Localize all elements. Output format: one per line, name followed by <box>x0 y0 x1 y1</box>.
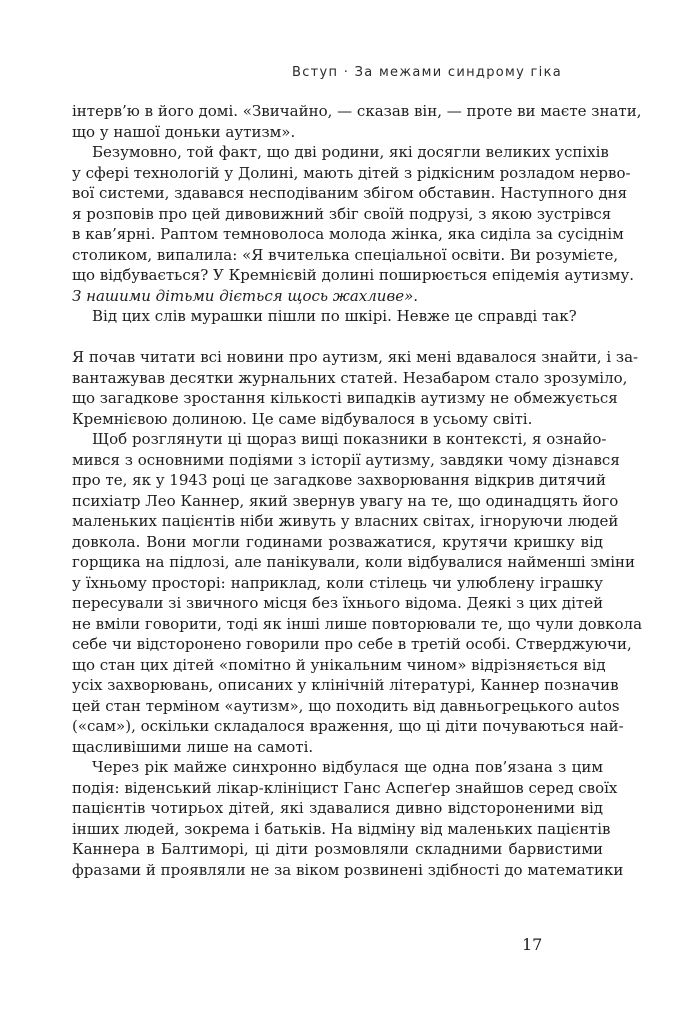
text-line: вантажував десятки журнальних статей. Незабаром стало зрозуміло, <box>72 368 628 387</box>
running-header: Вступ · За межами синдрому гіка <box>291 65 562 80</box>
text-line: подія: віденський лікар-клініцист Ганс Аспеґер знайшов серед своїх <box>72 778 618 797</box>
text-line: психіатр Лео Каннер, який звернув увагу на те, що одинадцять його <box>72 491 619 510</box>
text-line: в кав’ярні. Раптом темноволоса молода жінка, яка сиділа за сусіднім <box>72 225 624 243</box>
text-line: («сам»), оскільки складалося враження, що ці діти почуваються най- <box>72 717 624 735</box>
text-line: що загадкове зростання кількості випадків аутизму не обмежується <box>72 389 618 407</box>
paragraph <box>72 429 643 757</box>
text-line: фразами й проявляли не за віком розвинені здібності до математики <box>72 860 624 879</box>
text-line: усіх захворювань, описаних у клінічній літературі, Каннер позначив <box>72 676 619 694</box>
text-line: Щоб розглянути ці щораз вищі показники в контексті, я ознайо- <box>92 430 607 448</box>
paragraph <box>72 347 639 429</box>
text-line: мився з основними подіями з історії аутизму, завдяки чому дізнався <box>72 450 620 469</box>
text-line: маленьких пацієнтів ніби живуть у власних світах, ігноруючи людей <box>72 512 619 530</box>
section-break <box>72 327 603 348</box>
text-line: Каннера в Балтиморі, ці діти розмовляли складними барвистими <box>72 840 603 858</box>
paragraph <box>72 757 624 880</box>
body-text <box>72 101 643 880</box>
text-line: у їхньому просторі: наприклад, коли стілець чи улюблену іграшку <box>72 573 603 592</box>
text-line: не вміли говорити, тоді як інші лише повторювали те, що чули довкола <box>72 614 643 633</box>
text-line: що у нашої доньки аутизм». <box>72 122 296 141</box>
paragraph <box>72 101 642 142</box>
text-line: інших людей, зокрема і батьків. На відміну від маленьких пацієнтів <box>72 819 611 838</box>
text-line: довкола. Вони могли годинами розважатися, крутячи кришку від <box>72 532 603 551</box>
text-line: Кремнієвою долиною. Це саме відбувалося в усьому світі. <box>72 409 533 428</box>
text-line: Від цих слів мурашки пішли по шкірі. Невже це справді так? <box>92 307 577 325</box>
text-line: вої системи, здавався несподіваним збігом обставин. Наступного дня <box>72 184 628 202</box>
text-line: інтерв’ю в його домі. «Звичайно, — сказав він, — проте ви маєте знати, <box>72 102 642 120</box>
text-line: я розповів про цей дивовижний збіг своїй подрузі, з якою зустрівся <box>72 204 612 223</box>
text-line: цей стан терміном «аутизм», що походить від давньогрецького autos <box>72 696 620 715</box>
text-line: що відбувається? У Кремнієвій долині поширюється епідемія аутизму. <box>72 266 635 284</box>
text-line: щасливішими лише на самоті. <box>72 737 314 756</box>
text-line: Я почав читати всі новини про аутизм, які мені вдавалося знайти, і за- <box>72 348 639 366</box>
italic-quote: З нашими дітьми діється щось жахливе». <box>72 286 419 305</box>
text-line: столиком, випалила: «Я вчителька спеціальної освіти. Ви розумієте, <box>72 245 619 264</box>
text-line: себе чи відсторонено говорили про себе в третій особі. Стверджуючи, <box>72 635 632 653</box>
text-line <box>72 286 603 307</box>
text-line: що стан цих дітей «помітно й унікальним чином» відрізняється від <box>72 655 606 674</box>
text-line: у сфері технологій у Долині, мають дітей з рідкісним розладом нерво- <box>72 163 631 182</box>
text-line: горщика на підлозі, але панікували, коли відбувалися найменші зміни <box>72 553 636 571</box>
paragraph <box>72 306 603 327</box>
text-line: пацієнтів чотирьох дітей, які здавалися дивно відстороненими від <box>72 799 603 817</box>
text-line: Через рік майже синхронно відбулася ще одна пов’язана з цим <box>92 758 603 776</box>
paragraph <box>72 142 635 306</box>
text-line: про те, як у 1943 році це загадкове захворювання відкрив дитячий <box>72 471 606 489</box>
text-line: пересували зі звичного місця без їхнього відома. Деякі з цих дітей <box>72 594 604 612</box>
text-line: Безумовно, той факт, що дві родини, які досягли великих успіхів <box>92 143 609 161</box>
page-number: 17 <box>522 935 543 954</box>
